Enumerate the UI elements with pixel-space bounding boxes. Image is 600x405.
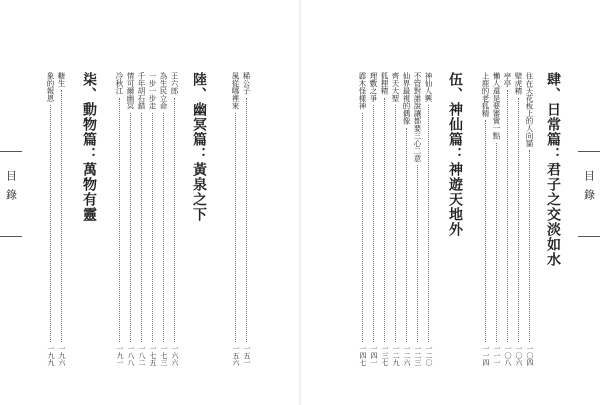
- entry-title: 理數之爭: [369, 72, 378, 102]
- entry-page: 一九一: [116, 345, 124, 366]
- toc-entry[interactable]: [170, 72, 179, 366]
- toc-entry[interactable]: [115, 72, 124, 366]
- leader-dots: [119, 98, 120, 343]
- page-gutter: [299, 0, 301, 405]
- entry-title: 稀公子: [242, 72, 251, 95]
- toc-entry[interactable]: [402, 72, 411, 366]
- entry-page: 一二六: [403, 345, 411, 366]
- entry-title: 情可爾幽冥: [126, 72, 135, 110]
- entry-title: 壁虎精: [514, 72, 523, 95]
- entry-title: 糖生: [57, 72, 66, 87]
- toc-entry[interactable]: [242, 72, 251, 366]
- entry-title: 冷秋江: [115, 72, 124, 95]
- leader-dots: [246, 98, 247, 343]
- toc-entry[interactable]: [46, 72, 55, 366]
- entry-title: 神仙人興: [424, 72, 433, 102]
- chapter-heading-7: 柒、動物篇：萬物有靈: [81, 72, 97, 222]
- leader-dots: [163, 113, 164, 343]
- chapter-heading-5: 伍、神仙篇：神遊天地外: [447, 72, 463, 237]
- tab-rule-top: [578, 151, 600, 152]
- entry-page: 一二三: [414, 345, 422, 366]
- entry-page: 一一一: [493, 345, 501, 366]
- toc-entry[interactable]: [492, 72, 501, 366]
- toc-entry[interactable]: [358, 72, 367, 366]
- entry-title: 象的報恩: [46, 72, 55, 102]
- entry-title: 風從哪裡來: [231, 72, 240, 110]
- entry-page: 一二〇: [425, 345, 433, 366]
- entry-title: 齊天大聖: [391, 72, 400, 102]
- toc-entry[interactable]: [380, 72, 389, 366]
- leader-dots: [406, 128, 407, 343]
- leader-dots: [50, 105, 51, 342]
- leader-dots: [428, 105, 429, 342]
- entry-page: 一四一: [370, 345, 378, 366]
- leader-dots: [373, 105, 374, 342]
- entry-page: 一七三: [160, 345, 168, 366]
- entry-page: 一六六: [171, 345, 179, 366]
- entry-page: 一一四: [482, 345, 490, 366]
- entry-title: 霹木怪樣神: [358, 72, 367, 110]
- entry-title: 王六郎: [170, 72, 179, 95]
- leader-dots: [518, 98, 519, 343]
- leader-dots: [496, 143, 497, 343]
- entry-page: 一〇六: [515, 345, 523, 366]
- toc-entry[interactable]: [514, 72, 523, 366]
- toc-entry[interactable]: [503, 72, 512, 366]
- leader-dots: [395, 105, 396, 342]
- leader-dots: [529, 150, 530, 342]
- leader-dots: [507, 90, 508, 342]
- tab-rule-top: [0, 151, 22, 152]
- toc-entry[interactable]: [369, 72, 378, 366]
- toc-entry[interactable]: [413, 72, 422, 366]
- toc-entry[interactable]: [148, 72, 157, 366]
- side-tab-left[interactable]: [0, 151, 22, 237]
- entry-title: 為生民立命: [159, 72, 168, 110]
- leader-dots: [141, 113, 142, 343]
- toc-entry[interactable]: [159, 72, 168, 366]
- entry-title: 懶人還是要審實一點: [492, 72, 501, 140]
- entry-page: 一八二: [138, 345, 146, 366]
- toc-entry[interactable]: [57, 72, 66, 366]
- entry-page: 一〇八: [504, 345, 512, 366]
- leader-dots: [485, 120, 486, 342]
- leader-dots: [61, 90, 62, 342]
- entry-page: 一五六: [232, 345, 240, 366]
- entry-page: 一四七: [359, 345, 367, 366]
- leader-dots: [174, 98, 175, 343]
- side-tab-label: 目錄: [4, 170, 18, 208]
- chapter-heading-6: 陸、幽冥篇：黃泉之下: [191, 72, 207, 222]
- entry-title: 狐狸精: [380, 72, 389, 95]
- entry-page: 一九九: [47, 345, 55, 366]
- toc-entry[interactable]: [137, 72, 146, 366]
- side-tab-right[interactable]: [578, 151, 600, 237]
- chapter-heading-4: 肆、日常篇：君子之交淡如水: [545, 72, 561, 267]
- entry-title: 住在天花板上的人向貓: [525, 72, 534, 147]
- toc-entry[interactable]: [231, 72, 240, 366]
- toc-entry[interactable]: [525, 72, 534, 366]
- leader-dots: [235, 113, 236, 343]
- entry-title: 不管對誰說讓都要三心二意: [413, 72, 422, 162]
- entry-title: 仙界最視的偶像: [402, 72, 411, 125]
- entry-page: 一九六: [58, 345, 66, 366]
- leader-dots: [130, 113, 131, 343]
- tab-rule-bottom: [578, 236, 600, 237]
- toc-entry[interactable]: [126, 72, 135, 366]
- side-tab-label: 目錄: [582, 170, 596, 208]
- entry-page: 一八八: [127, 345, 135, 366]
- entry-page: 一五一: [243, 345, 251, 366]
- entry-page: 一二九: [392, 345, 400, 366]
- leader-dots: [417, 165, 418, 342]
- toc-entry[interactable]: [391, 72, 400, 366]
- entry-title: 一步一步走: [148, 72, 157, 110]
- leader-dots: [152, 113, 153, 343]
- leader-dots: [384, 98, 385, 343]
- entry-title: 千年胡石錯: [137, 72, 146, 110]
- leader-dots: [362, 113, 363, 343]
- entry-title: 亭亭: [503, 72, 512, 87]
- entry-page: 一〇四: [526, 345, 534, 366]
- entry-page: 一七五: [149, 345, 157, 366]
- tab-rule-bottom: [0, 236, 22, 237]
- toc-entry[interactable]: [481, 72, 490, 366]
- entry-title: 上鹿的老狐精: [481, 72, 490, 117]
- toc-entry[interactable]: [424, 72, 433, 366]
- entry-page: 一三七: [381, 345, 389, 366]
